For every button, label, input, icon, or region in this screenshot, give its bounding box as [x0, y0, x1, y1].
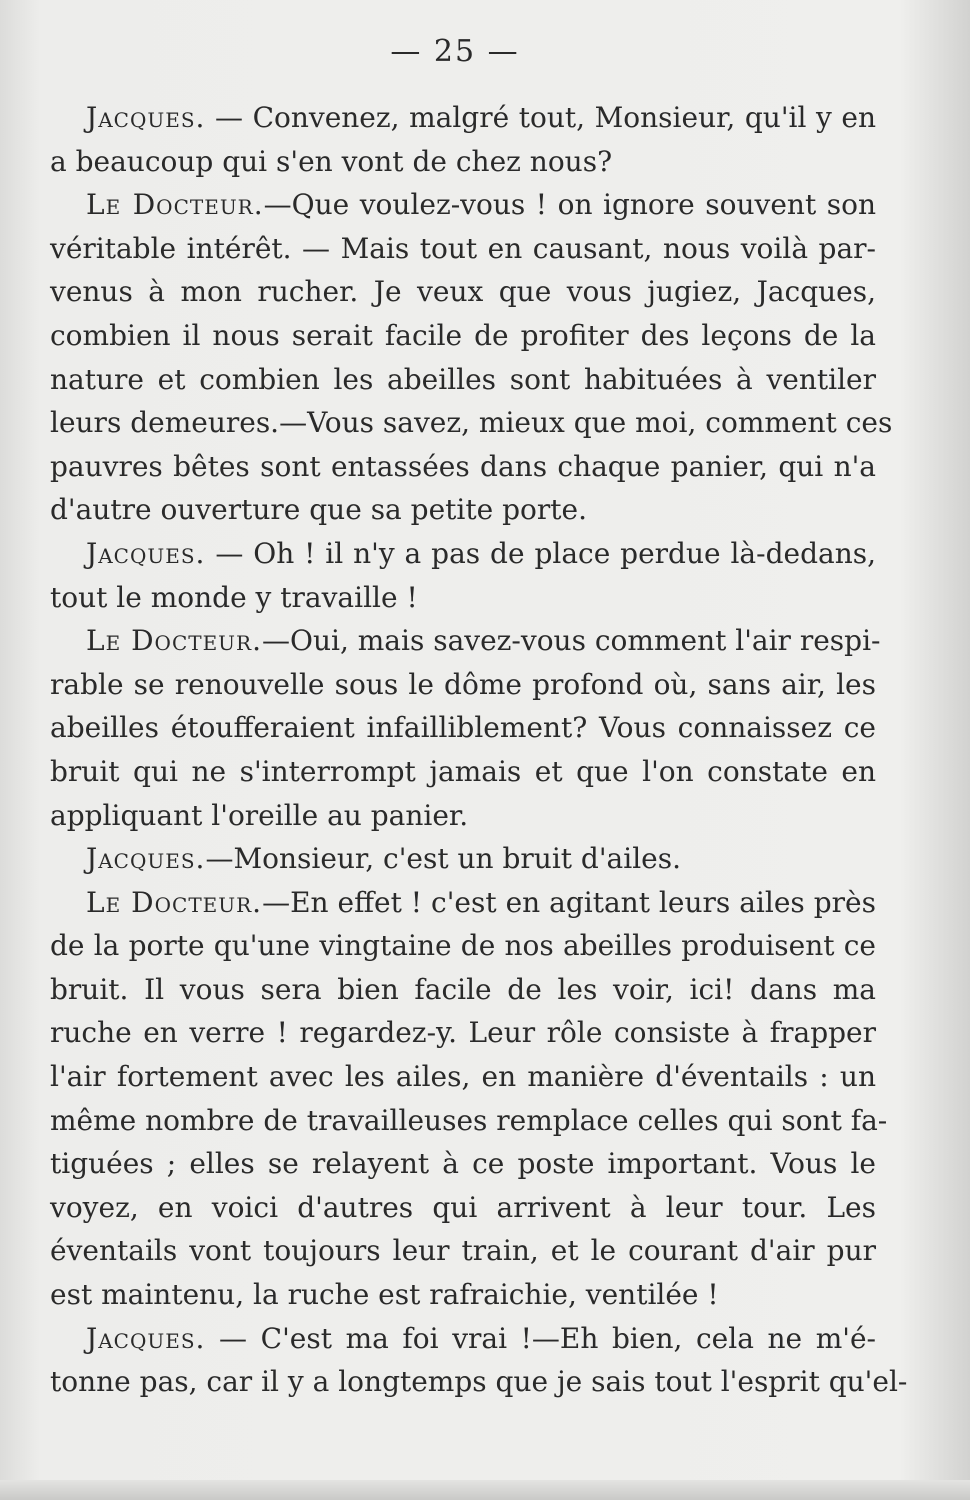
- text-line: [50, 140, 876, 184]
- speaker-name: Le Docteur.: [86, 885, 263, 919]
- text-line: [50, 794, 876, 838]
- line-text: est maintenu, la ruche est rafraichie, ventilée !: [50, 1278, 719, 1312]
- speaker-name: Jacques.: [86, 101, 206, 134]
- line-text: pauvres bêtes sont entassées dans chaque panier, qui n'a: [50, 449, 876, 483]
- line-text: voyez, en voici d'autres qui arrivent à leur tour. Les: [50, 1190, 876, 1224]
- line-text: — Oh ! il n'y a pas de place perdue là-dedans,: [205, 536, 876, 570]
- line-text: tout le monde y travaille !: [50, 580, 418, 614]
- line-text: de la porte qu'une vingtaine de nos abeilles produisent ce: [50, 929, 876, 963]
- line-text: abeilles étoufferaient infailliblement? Vous connaissez ce: [50, 711, 876, 745]
- text-line: [50, 968, 876, 1012]
- text-line: [50, 1186, 876, 1230]
- line-text: l'air fortement avec les ailes, en manière d'éventails : un: [50, 1060, 876, 1094]
- line-text: leurs demeures.—Vous savez, mieux que moi, comment ces: [50, 406, 893, 440]
- line-text: même nombre de travailleuses remplace celles qui sont fa-: [50, 1103, 888, 1137]
- line-text: —Que voulez-vous ! on ignore souvent son: [263, 188, 877, 222]
- line-text: appliquant l'oreille au panier.: [50, 798, 469, 832]
- text-line: [50, 270, 876, 314]
- text-line: [50, 619, 881, 663]
- text-line: [50, 1011, 876, 1055]
- text-line: [50, 576, 876, 620]
- line-text: —Monsieur, c'est un bruit d'ailes.: [205, 842, 681, 876]
- line-text: combien il nous serait facile de profiter des leçons de la: [50, 318, 876, 352]
- text-line: [50, 1055, 876, 1099]
- page-number: — 25 —: [390, 34, 520, 69]
- text-line: [50, 358, 876, 402]
- text-line: [50, 96, 876, 140]
- text-line: [50, 1273, 876, 1317]
- line-text: d'autre ouverture que sa petite porte.: [50, 493, 587, 527]
- text-line: [50, 881, 876, 925]
- page-text: [50, 96, 908, 1404]
- text-line: [50, 663, 876, 707]
- text-line: [50, 532, 876, 576]
- text-line: [50, 1317, 876, 1361]
- speaker-name: Jacques.: [86, 842, 206, 876]
- line-text: — C'est ma foi vrai !—Eh bien, cela ne m'é-: [205, 1321, 876, 1355]
- line-text: éventails vont toujours leur train, et le courant d'air pur: [50, 1234, 876, 1268]
- speaker-name: Jacques.: [86, 1321, 206, 1355]
- line-text: —Oui, mais savez-vous comment l'air respi-: [262, 624, 881, 658]
- line-text: tiguées ; elles se relayent à ce poste important. Vous le: [50, 1147, 876, 1181]
- text-line: [50, 401, 893, 445]
- text-line: [50, 1099, 888, 1143]
- line-text: bruit. Il vous sera bien facile de les voir, ici! dans ma: [50, 972, 876, 1006]
- text-line: [50, 1229, 876, 1273]
- text-line: [50, 183, 876, 227]
- line-text: venus à mon rucher. Je veux que vous jugiez, Jacques,: [50, 275, 876, 309]
- line-text: ruche en verre ! regardez-y. Leur rôle consiste à frapper: [50, 1016, 876, 1050]
- speaker-name: Jacques.: [86, 536, 206, 570]
- speaker-name: Le Docteur.: [86, 188, 264, 222]
- text-line: [50, 227, 876, 271]
- text-line: [50, 488, 876, 532]
- page-bottom-edge: [0, 1480, 970, 1500]
- line-text: — Convenez, malgré tout, Monsieur, qu'il y en: [205, 101, 876, 134]
- line-text: nature et combien les abeilles sont habituées à ventiler: [50, 362, 876, 396]
- line-text: véritable intérêt. — Mais tout en causant, nous voilà par-: [50, 231, 876, 265]
- text-line: [50, 924, 876, 968]
- text-line: [50, 314, 876, 358]
- line-text: rable se renouvelle sous le dôme profond où, sans air, les: [50, 667, 876, 701]
- line-text: a beaucoup qui s'en vont de chez nous?: [50, 144, 613, 178]
- text-line: [50, 1360, 908, 1404]
- text-line: [50, 445, 876, 489]
- text-line: [50, 837, 876, 881]
- line-text: bruit qui ne s'interrompt jamais et que l'on constate en: [50, 754, 876, 788]
- text-line: [50, 706, 876, 750]
- text-line: [50, 1142, 876, 1186]
- speaker-name: Le Docteur.: [86, 624, 262, 658]
- text-line: [50, 750, 876, 794]
- line-text: —En effet ! c'est en agitant leurs ailes près: [262, 885, 876, 919]
- line-text: tonne pas, car il y a longtemps que je sais tout l'esprit qu'el-: [50, 1365, 908, 1399]
